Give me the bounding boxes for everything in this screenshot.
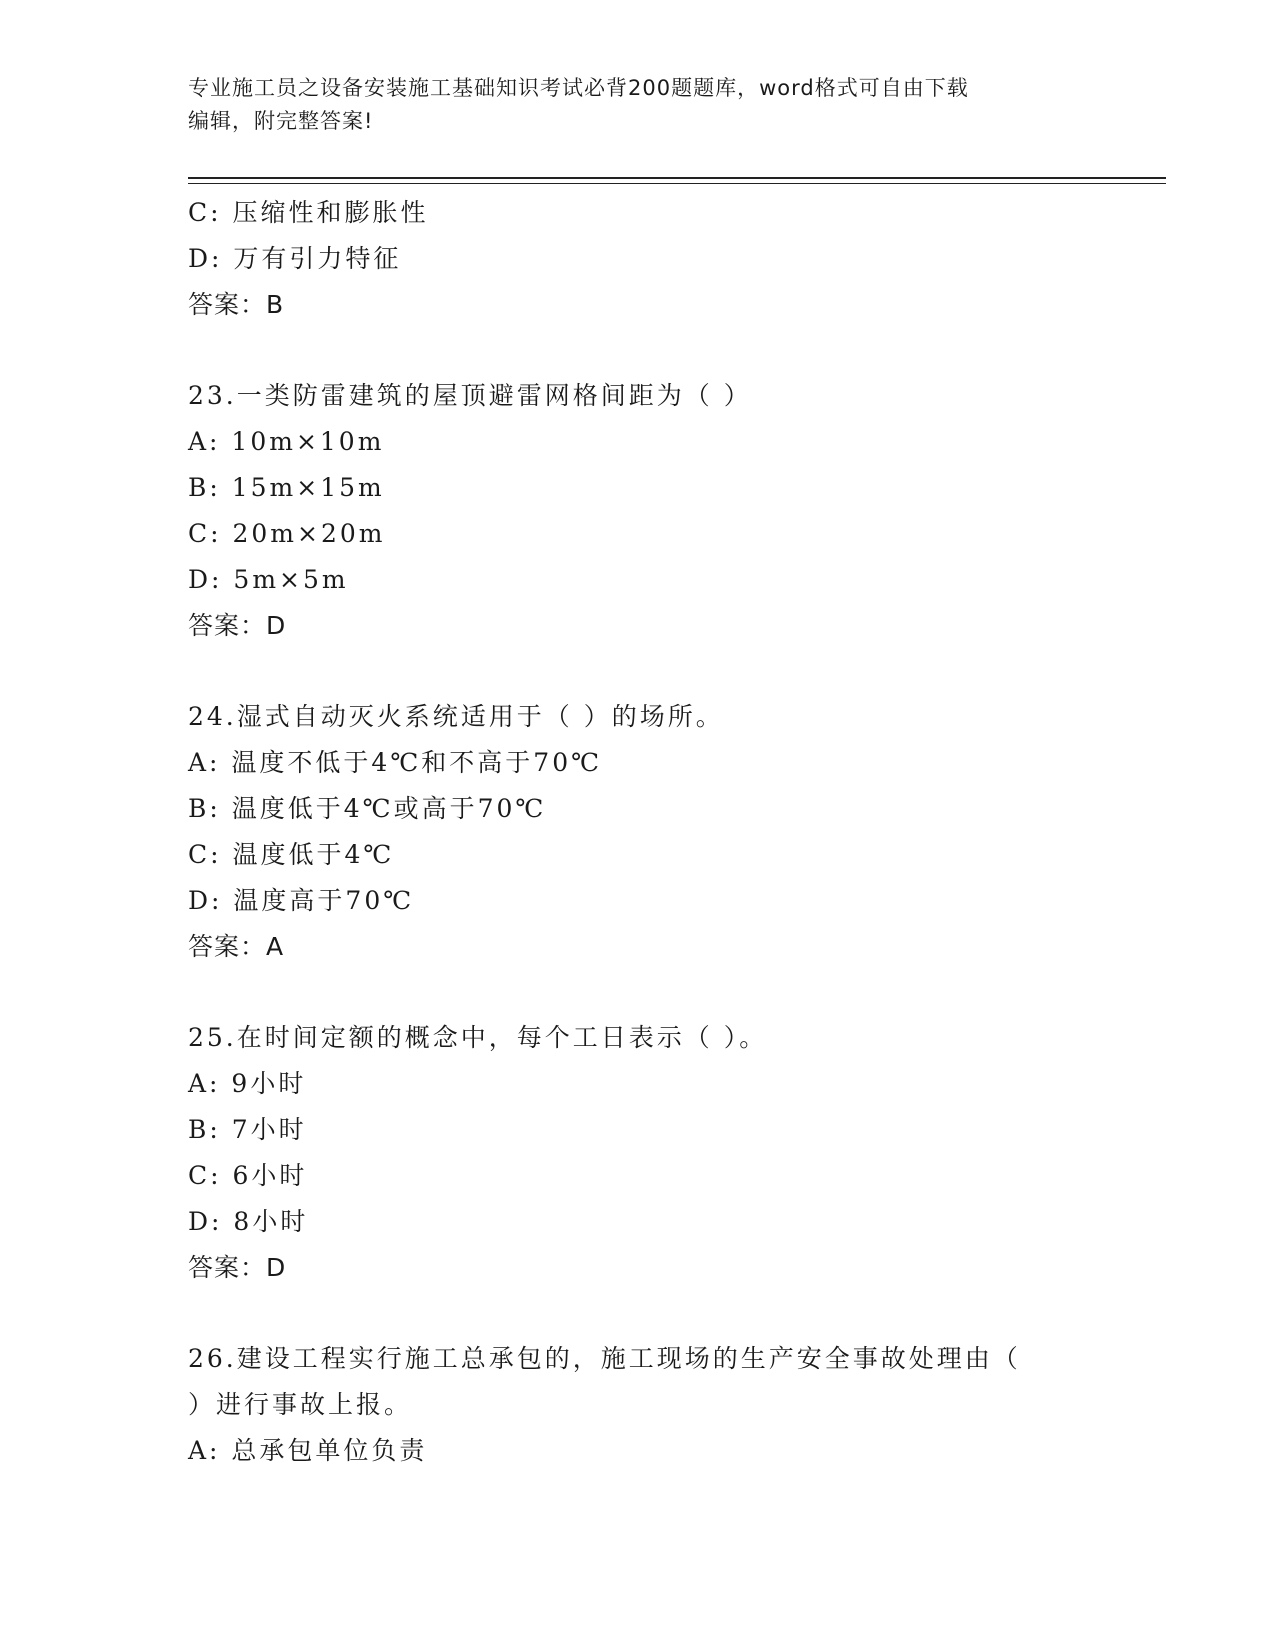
header-divider-thick bbox=[188, 177, 1166, 179]
question-text: 25.在时间定额的概念中，每个工日表示（ ）。 bbox=[188, 1023, 768, 1052]
option-b: B: 15m×15m bbox=[188, 473, 385, 502]
option-d: D: 5m×5m bbox=[188, 565, 349, 594]
question-26 bbox=[188, 1336, 1088, 1474]
header-title-line-2: 编辑，附完整答案! bbox=[188, 109, 374, 133]
question-22 bbox=[188, 190, 1088, 328]
option-b: B: 温度低于4℃或高于70℃ bbox=[188, 794, 547, 823]
answer: 答案：A bbox=[188, 932, 285, 961]
question-23 bbox=[188, 373, 1088, 649]
option-d: D: 8小时 bbox=[188, 1207, 309, 1236]
question-text-line-1: 26.建设工程实行施工总承包的，施工现场的生产安全事故处理由（ bbox=[188, 1344, 1021, 1373]
option-c: C: 压缩性和膨胀性 bbox=[188, 198, 429, 227]
answer: 答案：D bbox=[188, 1253, 287, 1282]
header-divider-thin bbox=[188, 183, 1166, 184]
question-text: 24.湿式自动灭火系统适用于（ ）的场所。 bbox=[188, 702, 724, 731]
answer: 答案：D bbox=[188, 611, 287, 640]
option-d: D: 万有引力特征 bbox=[188, 244, 402, 273]
question-text: 23.一类防雷建筑的屋顶避雷网格间距为（ ） bbox=[188, 381, 752, 410]
option-a: A: 总承包单位负责 bbox=[188, 1436, 428, 1465]
option-c: C: 6小时 bbox=[188, 1161, 308, 1190]
option-c: C: 温度低于4℃ bbox=[188, 840, 395, 869]
question-text-line-2: ）进行事故上报。 bbox=[188, 1390, 413, 1419]
question-list bbox=[188, 190, 1088, 1474]
question-24 bbox=[188, 694, 1088, 970]
document-header bbox=[188, 72, 1088, 138]
option-a: A: 9小时 bbox=[188, 1069, 307, 1098]
option-b: B: 7小时 bbox=[188, 1115, 307, 1144]
option-a: A: 温度不低于4℃和不高于70℃ bbox=[188, 748, 603, 777]
option-a: A: 10m×10m bbox=[188, 427, 385, 456]
header-title-line-1: 专业施工员之设备安装施工基础知识考试必背200题题库，word格式可自由下载 bbox=[188, 76, 969, 100]
answer: 答案：B bbox=[188, 290, 285, 319]
question-25 bbox=[188, 1015, 1088, 1291]
option-d: D: 温度高于70℃ bbox=[188, 886, 415, 915]
option-c: C: 20m×20m bbox=[188, 519, 386, 548]
